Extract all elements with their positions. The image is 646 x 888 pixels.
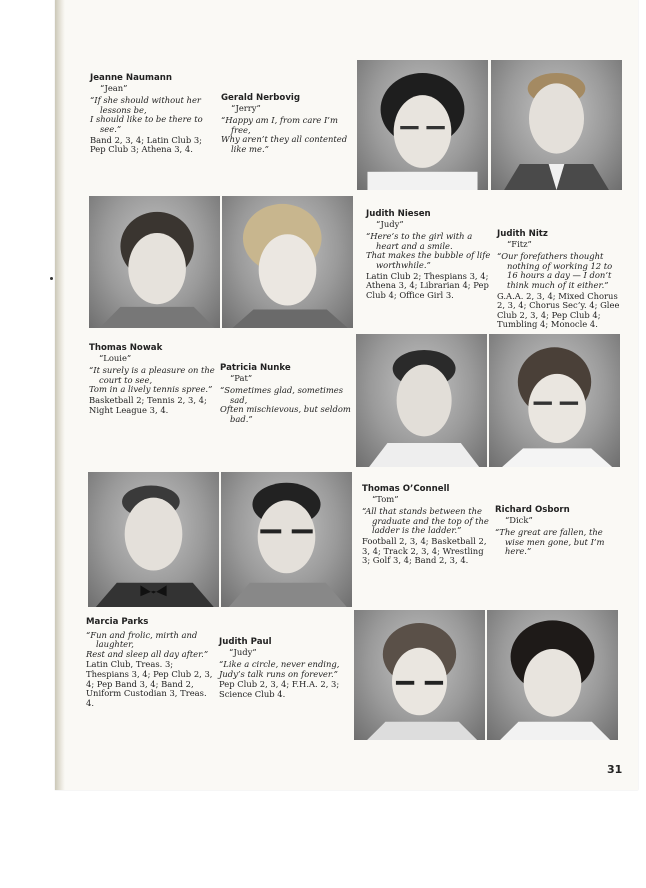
student-quote: “Our forefathers thought nothing of working 12 to 16 hours a day — I don’t think much of it either.” — [497, 251, 613, 290]
student-name: Jeanne Naumann — [90, 73, 172, 83]
student-name: Judith Nitz — [497, 229, 548, 239]
student-nickname: “Jean” — [100, 82, 128, 93]
student-quote: “All that stands between the graduate and the top of the ladder is the ladder.” — [362, 506, 489, 536]
student-activities: Basketball 2; Tennis 2, 3, 4; Night League 3, 4. — [89, 394, 207, 415]
page-spine-shadow — [55, 0, 65, 790]
student-activities: G.A.A. 2, 3, 4; Mixed Chorus 2, 3, 4; Chorus Sec’y. 4; Glee Club 2, 3, 4; Pep Club 4; Tumbling 4; Monocle 4. — [497, 290, 620, 330]
student-entry — [362, 485, 490, 566]
student-activities: Latin Club 2; Thespians 3, 4; Athena 3, 4; Librarian 4; Pep Club 4; Office Girl 3. — [366, 270, 489, 300]
student-entry — [86, 618, 214, 708]
student-photo — [491, 60, 622, 190]
student-activities: Football 2, 3, 4; Basketball 2, 3, 4; Track 2, 3, 4; Wrestling 3; Golf 3, 4; Band 2, 3, 4. — [362, 535, 487, 566]
student-quote: “If she should without her lessons be, I should like to be there to see.” — [90, 95, 203, 134]
student-name: Richard Osborn — [495, 505, 570, 515]
student-photo — [222, 196, 353, 328]
student-nickname: “Fitz” — [507, 238, 532, 249]
student-nickname: “Judy” — [229, 646, 257, 657]
student-activities: Pep Club 2, 3, 4; F.H.A. 2, 3; Science Club 4. — [219, 679, 340, 699]
student-entry — [220, 364, 352, 425]
student-nickname: “Judy” — [376, 218, 404, 229]
student-activities: Latin Club, Treas. 3; Thespians 3, 4; Pep Club 2, 3, 4; Pep Band 3, 4; Band 2, Uniform Custodian 3, Treas. 4. — [86, 659, 213, 708]
binding-hole — [50, 277, 53, 280]
student-quote: “Here’s to the girl with a heart and a smile. That makes the bubble of life worthwhile.” — [366, 231, 491, 270]
student-entry — [497, 230, 625, 330]
student-photo — [89, 196, 220, 328]
student-nickname: “Pat” — [230, 372, 253, 383]
student-photo — [354, 610, 485, 740]
student-name: Thomas O’Connell — [362, 484, 450, 494]
student-quote: “Sometimes glad, sometimes sad, Often mischievous, but seldom bad.” — [220, 385, 351, 424]
student-activities: Band 2, 3, 4; Latin Club 3; Pep Club 3; Athena 3, 4. — [90, 134, 202, 155]
student-entry — [90, 74, 218, 155]
student-photo — [356, 334, 487, 467]
student-photo — [221, 472, 352, 607]
student-name: Gerald Nerbovig — [221, 93, 301, 103]
student-nickname: “Tom” — [372, 493, 399, 504]
student-quote: “Like a circle, never ending, Judy’s talk runs on forever.” — [219, 659, 340, 679]
student-quote: “Fun and frolic, mirth and laughter, Rest and sleep all day after.” — [86, 629, 209, 659]
student-nickname: “Jerry” — [231, 102, 261, 113]
page-number: 31 — [607, 763, 623, 776]
student-entry — [221, 94, 353, 155]
student-name: Patricia Nunke — [220, 363, 291, 373]
student-photo — [357, 60, 488, 190]
student-name: Marcia Parks — [86, 617, 149, 627]
student-photo — [487, 610, 618, 740]
student-quote: “It surely is a pleasure on the court to see, Tom in a lively tennis spree.” — [89, 365, 215, 395]
student-entry — [366, 210, 491, 300]
student-quote: “Happy am I, from care I’m free, Why aren’t they all contented like me.” — [221, 115, 348, 154]
student-quote: “The great are fallen, the wise men gone, but I’m here.” — [495, 527, 605, 557]
student-entry — [89, 344, 217, 415]
student-name: Judith Niesen — [366, 209, 431, 219]
student-entry — [495, 506, 623, 557]
student-name: Judith Paul — [219, 637, 272, 647]
student-photo — [88, 472, 219, 607]
student-name: Thomas Nowak — [89, 343, 163, 353]
student-photo — [489, 334, 620, 467]
student-entry — [219, 638, 351, 700]
student-nickname: “Louie” — [99, 352, 132, 363]
student-nickname: “Dick” — [505, 514, 533, 525]
